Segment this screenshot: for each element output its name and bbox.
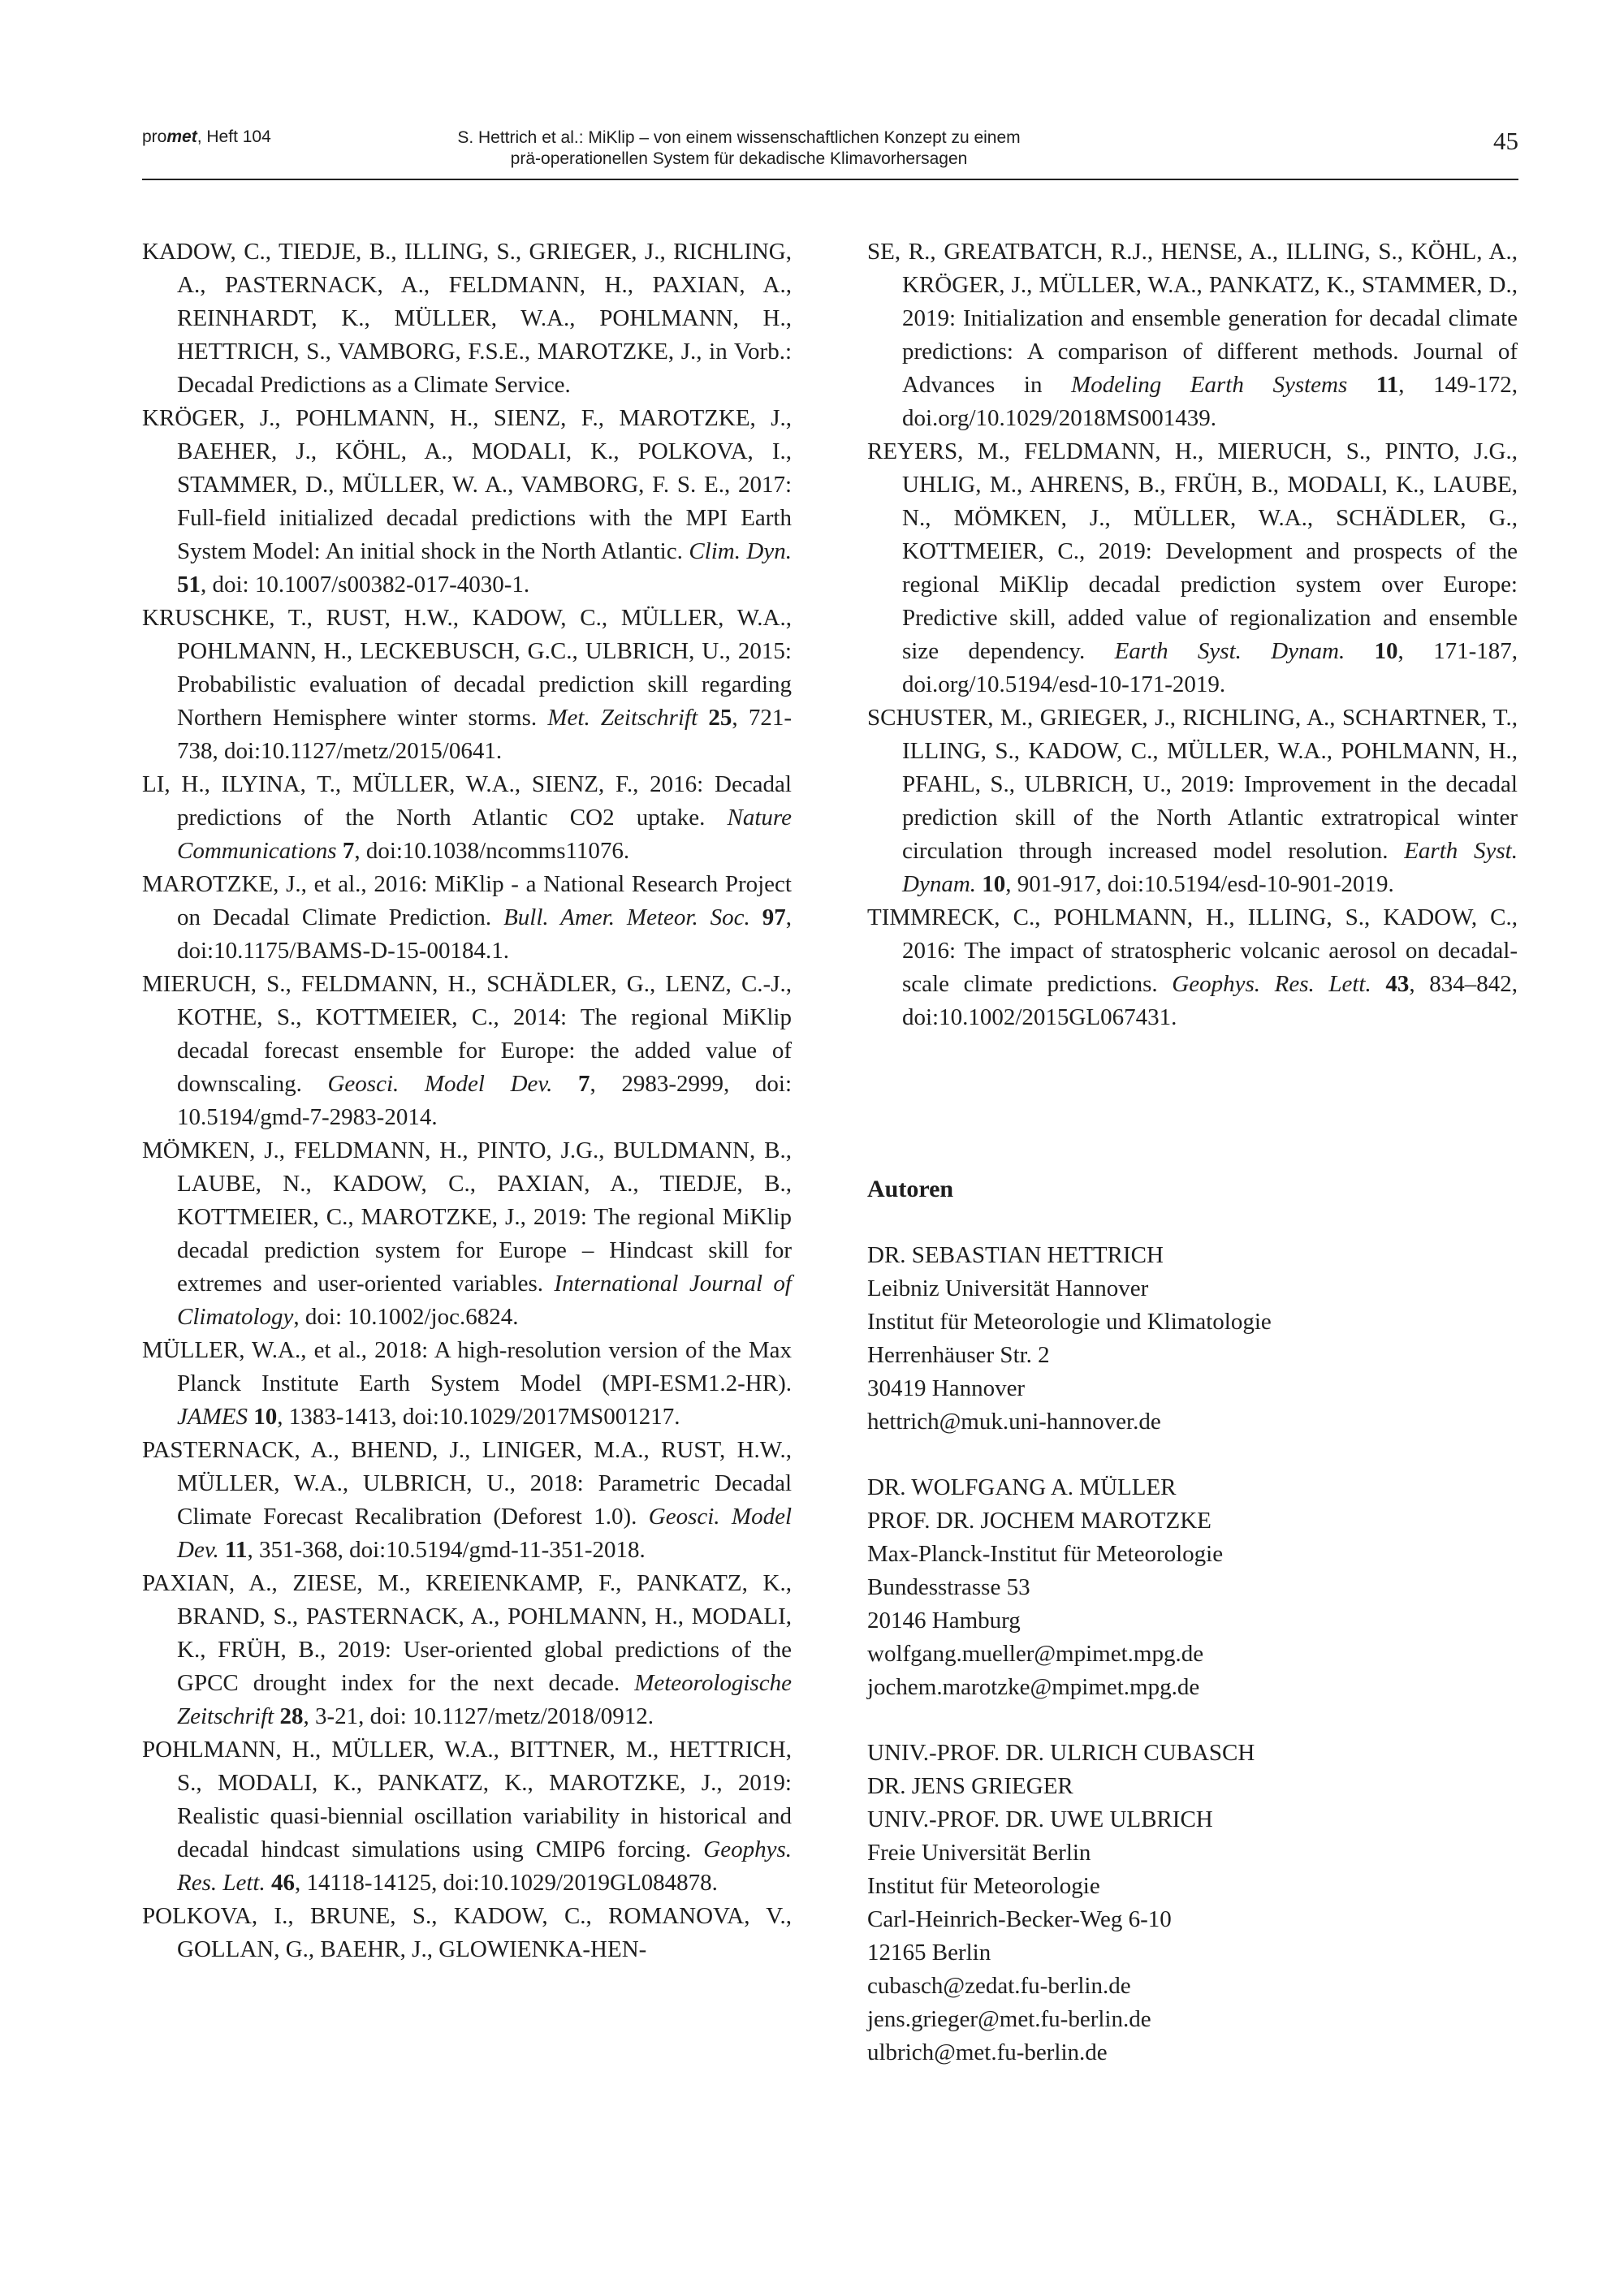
reference-text <box>219 1537 225 1563</box>
reference-text: REYERS, M., FELDMANN, H., MIERUCH, S., PINTO, J.G., UHLIG, M., AHRENS, B., FRÜH, B., MODALI, K., LAUBE, N., MÖMKEN, J., MÜLLER, W.A., SCHÄDLER, G., KOTTMEIER, C., 2019: Development and prospects of the regional MiKlip decadal prediction system over Europe: Predictive skill, added value of regionalization and ensemble size dependency. <box>867 438 1518 664</box>
author-line: Herrenhäuser Str. 2 <box>867 1342 1050 1368</box>
reference-journal: Earth Syst. Dynam. <box>902 838 1518 897</box>
author-email: jochem.marotzke@mpimet.mpg.de <box>867 1674 1200 1700</box>
reference-volume: 43 <box>1385 971 1410 997</box>
author-email: wolfgang.mueller@mpimet.mpg.de <box>867 1641 1204 1667</box>
author-line: Bundesstrasse 53 <box>867 1574 1030 1600</box>
reference-text: , 351-368, doi:10.5194/gmd-11-351-2018. <box>247 1537 646 1563</box>
reference-text: LI, H., ILYINA, T., MÜLLER, W.A., SIENZ, F., 2016: Decadal predictions of the North Atlantic CO2 uptake. <box>142 771 792 831</box>
author-line: 12165 Berlin <box>867 1940 991 1966</box>
journal-name-pro: pro <box>142 127 167 146</box>
reference-volume: 7 <box>342 838 355 864</box>
reference-journal: JAMES <box>177 1404 248 1430</box>
reference-text: MÖMKEN, J., FELDMANN, H., PINTO, J.G., BULDMANN, B., LAUBE, N., KADOW, C., PAXIAN, A., TIEDJE, B., KOTTMEIER, C., MAROTZKE, J., 2019: The regional MiKlip decadal prediction system for Europe – Hindcast skill for extremes and user-oriented variables. <box>142 1137 792 1297</box>
reference-journal: Geosci. Model Dev. <box>177 1504 792 1563</box>
reference-text <box>1347 372 1376 398</box>
reference-text: PASTERNACK, A., BHEND, J., LINIGER, M.A., RUST, H.W., MÜLLER, W.A., ULBRICH, U., 2018: Parametric Decadal Climate Forecast Recalibration (Deforest 1.0). <box>142 1437 792 1530</box>
reference-journal: Bull. Amer. Meteor. Soc. <box>503 904 750 930</box>
reference-journal: Clim. Dyn. <box>689 538 793 564</box>
reference-text: MIERUCH, S., FELDMANN, H., SCHÄDLER, G., LENZ, C.-J., KOTHE, S., KOTTMEIER, C., 2014: The regional MiKlip decadal forecast ensemble for Europe: the added value of downscaling. <box>142 971 792 1097</box>
reference-entry <box>142 1334 792 1434</box>
reference-volume: 25 <box>708 705 732 731</box>
reference-entry <box>867 435 1518 701</box>
reference-entry <box>142 1134 792 1334</box>
reference-entry <box>142 1567 792 1733</box>
reference-text: , doi: 10.1007/s00382-017-4030-1. <box>201 572 530 598</box>
reference-volume: 97 <box>762 904 786 930</box>
reference-text: POLKOVA, I., BRUNE, S., KADOW, C., ROMANOVA, V., GOLLAN, G., BAEHR, J., GLOWIENKA-HEN- <box>142 1903 792 1962</box>
reference-text: , 1383-1413, doi:10.1029/2017MS001217. <box>277 1404 680 1430</box>
reference-volume: 10 <box>982 871 1006 897</box>
reference-text: , 149-172, doi.org/10.1029/2018MS001439. <box>902 372 1518 431</box>
page-number: 45 <box>1493 127 1518 155</box>
page-header <box>142 123 1518 180</box>
reference-text: KRÖGER, J., POHLMANN, H., SIENZ, F., MAROTZKE, J., BAEHER, J., KÖHL, A., MODALI, K., POLKOVA, I., STAMMER, D., MÜLLER, W. A., VAMBORG, F. S. E., 2017: Full-field initialized decadal predictions with the MPI Earth System Model: An initial shock in the North Atlantic. <box>142 405 792 564</box>
running-title-line2: prä-operationellen System für dekadische Klimavorhersagen <box>510 149 968 168</box>
reference-text: , 721-738, doi:10.1127/metz/2015/0641. <box>177 705 792 764</box>
reference-journal: Geophys. Res. Lett. <box>1172 971 1371 997</box>
reference-text <box>1371 971 1386 997</box>
reference-entry <box>142 868 792 968</box>
reference-entry <box>142 1434 792 1567</box>
author-line: Max-Planck-Institut für Meteorologie <box>867 1541 1224 1567</box>
reference-journal: Met. Zeitschrift <box>547 705 698 731</box>
author-line: PROF. DR. JOCHEM MAROTZKE <box>867 1508 1212 1534</box>
reference-entry <box>867 901 1518 1034</box>
author-line: UNIV.-PROF. DR. ULRICH CUBASCH <box>867 1740 1255 1766</box>
journal-name-met: met <box>166 127 197 146</box>
reference-entry <box>867 235 1518 435</box>
reference-text: PAXIAN, A., ZIESE, M., KREIENKAMP, F., PANKATZ, K., BRAND, S., PASTERNACK, A., POHLMANN, H., MODALI, K., FRÜH, B., 2019: User-oriented global predictions of the GPCC drought index for the next decade. <box>142 1570 792 1696</box>
reference-entry <box>142 602 792 768</box>
reference-volume: 51 <box>177 572 201 598</box>
journal-issue <box>142 127 271 147</box>
reference-volume: 11 <box>1376 372 1399 398</box>
author-line: Institut für Meteorologie <box>867 1873 1100 1899</box>
journal-issue-number: , Heft 104 <box>197 127 271 146</box>
reference-journal: Nature Communications <box>177 805 792 864</box>
reference-text: , 3-21, doi: 10.1127/metz/2018/0912. <box>303 1703 654 1729</box>
reference-text <box>552 1071 578 1097</box>
author-email: jens.grieger@met.fu-berlin.de <box>867 2006 1151 2032</box>
reference-text: SE, R., GREATBATCH, R.J., HENSE, A., ILLING, S., KÖHL, A., KRÖGER, J., MÜLLER, W.A., PANKATZ, K., STAMMER, D., 2019: Initialization and ensemble generation for decadal climate predictions: A comparison of different methods. Journal of Advances in <box>867 239 1518 398</box>
reference-text <box>337 838 343 864</box>
reference-journal: International Journal of Climatology <box>177 1271 792 1330</box>
author-line: UNIV.-PROF. DR. UWE ULBRICH <box>867 1806 1213 1832</box>
reference-text: , 14118-14125, doi:10.1029/2019GL084878. <box>295 1870 718 1896</box>
author-block-hamburg <box>867 1471 1518 1704</box>
reference-text <box>266 1870 271 1896</box>
reference-volume: 10 <box>1374 638 1398 664</box>
reference-text: POHLMANN, H., MÜLLER, W.A., BITTNER, M., HETTRICH, S., MODALI, K., PANKATZ, K., MAROTZKE, J., 2019: Realistic quasi-biennial oscillation variability in historical and decadal hindcast simulations using CMIP6 forcing. <box>142 1737 792 1862</box>
author-line: Leibniz Universität Hannover <box>867 1275 1149 1301</box>
reference-text: , doi:10.1175/BAMS-D-15-00184.1. <box>177 904 792 964</box>
reference-entry <box>142 1900 792 1966</box>
reference-text: SCHUSTER, M., GRIEGER, J., RICHLING, A., SCHARTNER, T., ILLING, S., KADOW, C., MÜLLER, W.A., POHLMANN, H., PFAHL, S., ULBRICH, U., 2019: Improvement in the decadal prediction skill of the North Atlantic extratropical winter circulation through increased model resolution. <box>867 705 1518 864</box>
reference-text: , doi: 10.1002/joc.6824. <box>293 1304 519 1330</box>
reference-entry <box>867 701 1518 901</box>
author-line: Institut für Meteorologie und Klimatologie <box>867 1309 1272 1335</box>
references-left-column <box>142 235 792 1966</box>
author-block-hannover <box>867 1239 1518 1439</box>
author-email: cubasch@zedat.fu-berlin.de <box>867 1973 1131 1999</box>
author-email: ulbrich@met.fu-berlin.de <box>867 2039 1108 2065</box>
author-line: Carl-Heinrich-Becker-Weg 6-10 <box>867 1906 1172 1932</box>
author-line: 30419 Hannover <box>867 1375 1026 1401</box>
reference-text: , 834–842, doi:10.1002/2015GL067431. <box>902 971 1518 1030</box>
author-email: hettrich@muk.uni-hannover.de <box>867 1409 1161 1435</box>
authors-heading: Autoren <box>867 1176 954 1202</box>
reference-text: , 2983-2999, doi: 10.5194/gmd-7-2983-2014. <box>177 1071 792 1130</box>
reference-text: KADOW, C., TIEDJE, B., ILLING, S., GRIEGER, J., RICHLING, A., PASTERNACK, A., FELDMANN, H., PAXIAN, A., REINHARDT, K., MÜLLER, W.A., POHLMANN, H., HETTRICH, S., VAMBORG, F.S.E., MAROTZKE, J., in Vorb.: Decadal Predictions as a Climate Service. <box>142 239 792 398</box>
reference-journal: Geophys. Res. Lett. <box>177 1836 792 1896</box>
reference-volume: 10 <box>253 1404 278 1430</box>
author-line: Freie Universität Berlin <box>867 1840 1091 1866</box>
reference-volume: 7 <box>577 1071 590 1097</box>
reference-text: MAROTZKE, J., et al., 2016: MiKlip - a National Research Project on Decadal Climate Prediction. <box>142 871 792 930</box>
author-line: DR. SEBASTIAN HETTRICH <box>867 1242 1164 1268</box>
reference-entry <box>142 402 792 602</box>
reference-journal: Geosci. Model Dev. <box>327 1071 553 1097</box>
author-block-berlin <box>867 1737 1518 2069</box>
author-line: DR. WOLFGANG A. MÜLLER <box>867 1474 1177 1500</box>
reference-journal: Earth Syst. Dynam. <box>1114 638 1345 664</box>
reference-entry <box>142 968 792 1134</box>
reference-text: , 171-187, doi.org/10.5194/esd-10-171-2019. <box>902 638 1518 697</box>
reference-journal: Modeling Earth Systems <box>1071 372 1348 398</box>
reference-text <box>750 904 762 930</box>
reference-journal: Meteorologische Zeitschrift <box>177 1670 792 1729</box>
reference-text <box>698 705 708 731</box>
running-title-line1: S. Hettrich et al.: MiKlip – von einem wissenschaftlichen Konzept zu einem <box>457 128 1021 147</box>
reference-text: TIMMRECK, C., POHLMANN, H., ILLING, S., KADOW, C., 2016: The impact of stratospheric volcanic aerosol on decadal-scale climate predictions. <box>867 904 1518 997</box>
reference-text: MÜLLER, W.A., et al., 2018: A high-resolution version of the Max Planck Institute Earth System Model (MPI-ESM1.2-HR). <box>142 1337 792 1396</box>
running-title <box>329 127 1149 170</box>
reference-text: , doi:10.1038/ncomms11076. <box>354 838 630 864</box>
reference-entry <box>142 768 792 868</box>
author-line: DR. JENS GRIEGER <box>867 1773 1073 1799</box>
reference-volume: 28 <box>279 1703 304 1729</box>
author-line: 20146 Hamburg <box>867 1608 1021 1634</box>
reference-volume: 46 <box>271 1870 295 1896</box>
reference-volume: 11 <box>225 1537 248 1563</box>
references-right-column <box>867 235 1518 1034</box>
reference-entry <box>142 1733 792 1900</box>
reference-text: , 901-917, doi:10.5194/esd-10-901-2019. <box>1005 871 1394 897</box>
reference-entry <box>142 235 792 402</box>
reference-text: KRUSCHKE, T., RUST, H.W., KADOW, C., MÜLLER, W.A., POHLMANN, H., LECKEBUSCH, G.C., ULBRICH, U., 2015: Probabilistic evaluation of decadal prediction skill regarding Northern Hemisphere winter storms. <box>142 605 792 731</box>
reference-text <box>1345 638 1374 664</box>
